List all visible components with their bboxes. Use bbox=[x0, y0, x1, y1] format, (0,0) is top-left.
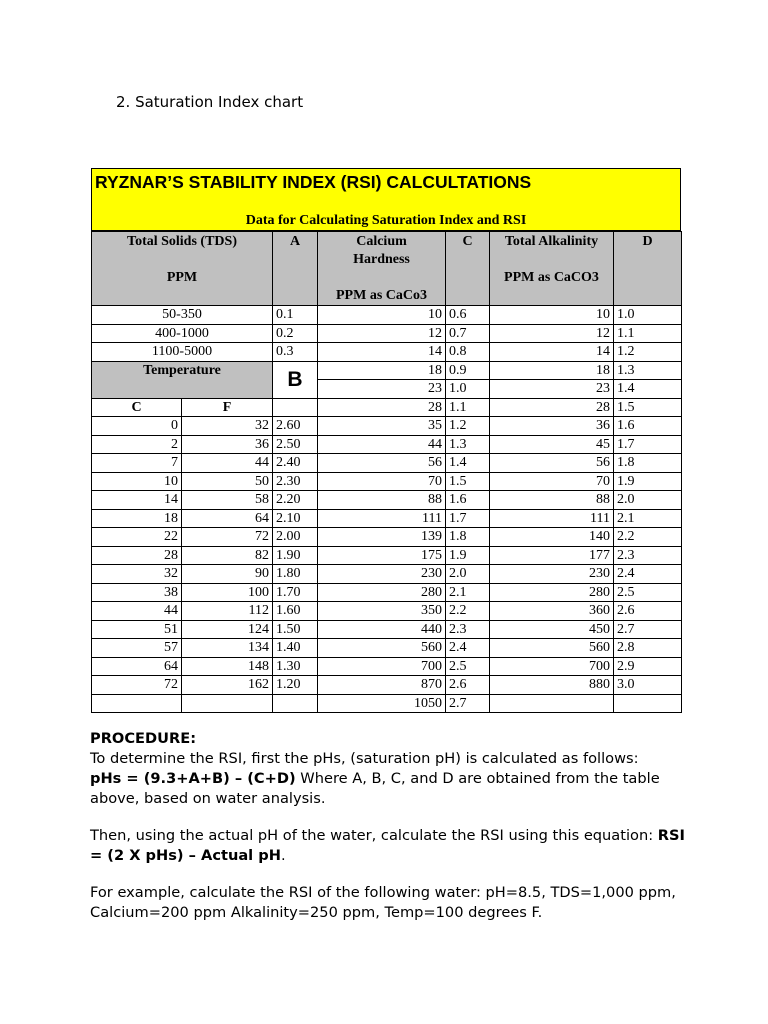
temp-f-cell: 50 bbox=[182, 472, 273, 491]
temp-c-cell: 18 bbox=[92, 509, 182, 528]
header-row bbox=[92, 232, 682, 306]
calcium-cell: 139 bbox=[318, 528, 446, 547]
header-alkalinity: Total Alkalinity PPM as CaCO3 bbox=[490, 232, 614, 306]
table-row bbox=[92, 676, 682, 695]
b-value-cell: 2.40 bbox=[273, 454, 318, 473]
section-heading: 2. Saturation Index chart bbox=[116, 93, 304, 111]
empty-cell bbox=[273, 694, 318, 713]
alkalinity-cell: 12 bbox=[490, 324, 614, 343]
alkalinity-cell: 230 bbox=[490, 565, 614, 584]
temp-f-cell: 148 bbox=[182, 657, 273, 676]
header-d: D bbox=[614, 232, 682, 306]
table-row bbox=[92, 454, 682, 473]
calcium-cell: 35 bbox=[318, 417, 446, 436]
header-c: C bbox=[446, 232, 490, 306]
c-value-cell: 1.0 bbox=[446, 380, 490, 399]
d-value-cell: 2.8 bbox=[614, 639, 682, 658]
alkalinity-cell: 14 bbox=[490, 343, 614, 362]
calcium-cell: 111 bbox=[318, 509, 446, 528]
c-value-cell: 2.5 bbox=[446, 657, 490, 676]
table-row bbox=[92, 324, 682, 343]
a-value-cell: 0.2 bbox=[273, 324, 318, 343]
rsi-data-table bbox=[91, 231, 682, 713]
temp-f-cell: 44 bbox=[182, 454, 273, 473]
d-value-cell: 1.1 bbox=[614, 324, 682, 343]
c-value-cell: 1.6 bbox=[446, 491, 490, 510]
c-value-cell: 2.1 bbox=[446, 583, 490, 602]
calcium-cell: 18 bbox=[318, 361, 446, 380]
c-value-cell: 2.0 bbox=[446, 565, 490, 584]
temp-c-cell: 7 bbox=[92, 454, 182, 473]
temp-c-cell: 32 bbox=[92, 565, 182, 584]
c-value-cell: 1.5 bbox=[446, 472, 490, 491]
calcium-cell: 700 bbox=[318, 657, 446, 676]
temp-c-cell: 38 bbox=[92, 583, 182, 602]
temp-f-cell: 90 bbox=[182, 565, 273, 584]
procedure-section bbox=[90, 729, 690, 940]
temp-f-cell: 58 bbox=[182, 491, 273, 510]
table-row bbox=[92, 491, 682, 510]
temp-c-cell: 51 bbox=[92, 620, 182, 639]
calcium-cell: 28 bbox=[318, 398, 446, 417]
b-value-cell: 2.50 bbox=[273, 435, 318, 454]
alkalinity-cell: 111 bbox=[490, 509, 614, 528]
table-row bbox=[92, 361, 682, 380]
c-value-cell: 1.2 bbox=[446, 417, 490, 436]
table-row bbox=[92, 546, 682, 565]
temp-c-cell: 44 bbox=[92, 602, 182, 621]
b-value-cell: 2.00 bbox=[273, 528, 318, 547]
alkalinity-cell: 70 bbox=[490, 472, 614, 491]
alkalinity-cell: 700 bbox=[490, 657, 614, 676]
calcium-cell: 88 bbox=[318, 491, 446, 510]
temperature-label: Temperature bbox=[92, 361, 273, 398]
b-value-cell: 1.30 bbox=[273, 657, 318, 676]
alkalinity-cell: 88 bbox=[490, 491, 614, 510]
rsi-formula: RSI = (2 X pHs) – Actual pH bbox=[90, 827, 685, 864]
table-row bbox=[92, 639, 682, 658]
c-value-cell: 2.6 bbox=[446, 676, 490, 695]
temp-f-cell: 112 bbox=[182, 602, 273, 621]
d-value-cell: 2.9 bbox=[614, 657, 682, 676]
b-value-cell: 2.30 bbox=[273, 472, 318, 491]
alkalinity-cell: 177 bbox=[490, 546, 614, 565]
alkalinity-cell: 140 bbox=[490, 528, 614, 547]
table-row bbox=[92, 417, 682, 436]
empty-cell bbox=[182, 694, 273, 713]
c-value-cell: 0.6 bbox=[446, 306, 490, 325]
temp-c-cell: 0 bbox=[92, 417, 182, 436]
d-value-cell: 2.7 bbox=[614, 620, 682, 639]
alkalinity-cell: 360 bbox=[490, 602, 614, 621]
a-value-cell: 0.1 bbox=[273, 306, 318, 325]
b-value-cell: 1.50 bbox=[273, 620, 318, 639]
phs-formula: pHs = (9.3+A+B) – (C+D) bbox=[90, 770, 296, 787]
alkalinity-cell: 45 bbox=[490, 435, 614, 454]
c-value-cell: 2.7 bbox=[446, 694, 490, 713]
header-tds: Total Solids (TDS) PPM bbox=[92, 232, 273, 306]
procedure-paragraph-1: To determine the RSI, first the pHs, (saturation pH) is calculated as follows: pHs = (9.3+A+B) – (C+D) Where A, B, C, and D are obtained from the table above, based on water analysis. bbox=[90, 750, 660, 807]
d-value-cell: 2.3 bbox=[614, 546, 682, 565]
c-value-cell: 2.2 bbox=[446, 602, 490, 621]
b-value-cell: 1.90 bbox=[273, 546, 318, 565]
table-row bbox=[92, 398, 682, 417]
header-a: A bbox=[273, 232, 318, 306]
c-value-cell: 1.1 bbox=[446, 398, 490, 417]
d-value-cell: 1.5 bbox=[614, 398, 682, 417]
d-value-cell: 3.0 bbox=[614, 676, 682, 695]
table-row bbox=[92, 528, 682, 547]
d-value-cell bbox=[614, 694, 682, 713]
temp-c-cell: 22 bbox=[92, 528, 182, 547]
temp-c-cell: 57 bbox=[92, 639, 182, 658]
temp-c-cell: 10 bbox=[92, 472, 182, 491]
table-row bbox=[92, 583, 682, 602]
tds-range-cell: 400-1000 bbox=[92, 324, 273, 343]
calcium-cell: 23 bbox=[318, 380, 446, 399]
header-calcium: Calcium Hardness PPM as CaCo3 bbox=[318, 232, 446, 306]
a-value-cell: 0.3 bbox=[273, 343, 318, 362]
c-value-cell: 0.9 bbox=[446, 361, 490, 380]
b-value-cell: 1.80 bbox=[273, 565, 318, 584]
calcium-cell: 560 bbox=[318, 639, 446, 658]
alkalinity-cell: 10 bbox=[490, 306, 614, 325]
d-value-cell: 1.3 bbox=[614, 361, 682, 380]
calcium-cell: 350 bbox=[318, 602, 446, 621]
calcium-cell: 56 bbox=[318, 454, 446, 473]
empty-cell bbox=[273, 398, 318, 417]
calcium-cell: 70 bbox=[318, 472, 446, 491]
calcium-cell: 870 bbox=[318, 676, 446, 695]
c-value-cell: 2.4 bbox=[446, 639, 490, 658]
tds-range-cell: 1100-5000 bbox=[92, 343, 273, 362]
d-value-cell: 1.2 bbox=[614, 343, 682, 362]
temp-f-cell: 124 bbox=[182, 620, 273, 639]
c-value-cell: 1.8 bbox=[446, 528, 490, 547]
temp-f-cell: 82 bbox=[182, 546, 273, 565]
table-banner bbox=[91, 168, 681, 231]
table-row bbox=[92, 620, 682, 639]
b-label: B bbox=[273, 361, 318, 398]
d-value-cell: 2.0 bbox=[614, 491, 682, 510]
col-f-label: F bbox=[182, 398, 273, 417]
table-title: RYZNAR’S STABILITY INDEX (RSI) CALCULTATIONS bbox=[95, 172, 532, 192]
alkalinity-cell: 36 bbox=[490, 417, 614, 436]
c-value-cell: 1.9 bbox=[446, 546, 490, 565]
calcium-cell: 175 bbox=[318, 546, 446, 565]
table-subtitle: Data for Calculating Saturation Index and RSI bbox=[245, 213, 527, 228]
c-value-cell: 1.3 bbox=[446, 435, 490, 454]
alkalinity-cell bbox=[490, 694, 614, 713]
empty-cell bbox=[92, 694, 182, 713]
temp-f-cell: 162 bbox=[182, 676, 273, 695]
alkalinity-cell: 28 bbox=[490, 398, 614, 417]
table-row bbox=[92, 565, 682, 584]
d-value-cell: 1.9 bbox=[614, 472, 682, 491]
table-row bbox=[92, 435, 682, 454]
table-row bbox=[92, 657, 682, 676]
c-value-cell: 2.3 bbox=[446, 620, 490, 639]
temp-c-cell: 28 bbox=[92, 546, 182, 565]
d-value-cell: 2.5 bbox=[614, 583, 682, 602]
d-value-cell: 2.4 bbox=[614, 565, 682, 584]
calcium-cell: 12 bbox=[318, 324, 446, 343]
alkalinity-cell: 23 bbox=[490, 380, 614, 399]
calcium-cell: 1050 bbox=[318, 694, 446, 713]
d-value-cell: 1.6 bbox=[614, 417, 682, 436]
alkalinity-cell: 560 bbox=[490, 639, 614, 658]
alkalinity-cell: 280 bbox=[490, 583, 614, 602]
temp-f-cell: 32 bbox=[182, 417, 273, 436]
calcium-cell: 14 bbox=[318, 343, 446, 362]
b-value-cell: 2.60 bbox=[273, 417, 318, 436]
calcium-cell: 440 bbox=[318, 620, 446, 639]
c-value-cell: 0.8 bbox=[446, 343, 490, 362]
table-row bbox=[92, 509, 682, 528]
col-c-label: C bbox=[92, 398, 182, 417]
b-value-cell: 1.40 bbox=[273, 639, 318, 658]
calcium-cell: 230 bbox=[318, 565, 446, 584]
table-row bbox=[92, 343, 682, 362]
procedure-title: PROCEDURE: bbox=[90, 730, 197, 747]
alkalinity-cell: 880 bbox=[490, 676, 614, 695]
temp-f-cell: 72 bbox=[182, 528, 273, 547]
alkalinity-cell: 56 bbox=[490, 454, 614, 473]
alkalinity-cell: 18 bbox=[490, 361, 614, 380]
table-row bbox=[92, 602, 682, 621]
temp-c-cell: 72 bbox=[92, 676, 182, 695]
tds-range-cell: 50-350 bbox=[92, 306, 273, 325]
b-value-cell: 2.20 bbox=[273, 491, 318, 510]
d-value-cell: 1.0 bbox=[614, 306, 682, 325]
d-value-cell: 2.2 bbox=[614, 528, 682, 547]
b-value-cell: 1.20 bbox=[273, 676, 318, 695]
c-value-cell: 1.4 bbox=[446, 454, 490, 473]
d-value-cell: 1.4 bbox=[614, 380, 682, 399]
table-row bbox=[92, 306, 682, 325]
procedure-paragraph-3: For example, calculate the RSI of the following water: pH=8.5, TDS=1,000 ppm, Calcium=200 ppm Alkalinity=250 ppm, Temp=100 degrees F. bbox=[90, 884, 676, 921]
temp-c-cell: 64 bbox=[92, 657, 182, 676]
calcium-cell: 280 bbox=[318, 583, 446, 602]
b-value-cell: 2.10 bbox=[273, 509, 318, 528]
b-value-cell: 1.70 bbox=[273, 583, 318, 602]
alkalinity-cell: 450 bbox=[490, 620, 614, 639]
d-value-cell: 1.8 bbox=[614, 454, 682, 473]
temp-f-cell: 100 bbox=[182, 583, 273, 602]
temp-f-cell: 36 bbox=[182, 435, 273, 454]
temp-f-cell: 134 bbox=[182, 639, 273, 658]
temp-c-cell: 14 bbox=[92, 491, 182, 510]
d-value-cell: 2.1 bbox=[614, 509, 682, 528]
temp-c-cell: 2 bbox=[92, 435, 182, 454]
d-value-cell: 1.7 bbox=[614, 435, 682, 454]
calcium-cell: 10 bbox=[318, 306, 446, 325]
c-value-cell: 0.7 bbox=[446, 324, 490, 343]
procedure-paragraph-2: Then, using the actual pH of the water, calculate the RSI using this equation: RSI = (2 X pHs) – Actual pH. bbox=[90, 827, 685, 864]
c-value-cell: 1.7 bbox=[446, 509, 490, 528]
b-value-cell: 1.60 bbox=[273, 602, 318, 621]
calcium-cell: 44 bbox=[318, 435, 446, 454]
table-row bbox=[92, 694, 682, 713]
temp-f-cell: 64 bbox=[182, 509, 273, 528]
d-value-cell: 2.6 bbox=[614, 602, 682, 621]
table-row bbox=[92, 472, 682, 491]
